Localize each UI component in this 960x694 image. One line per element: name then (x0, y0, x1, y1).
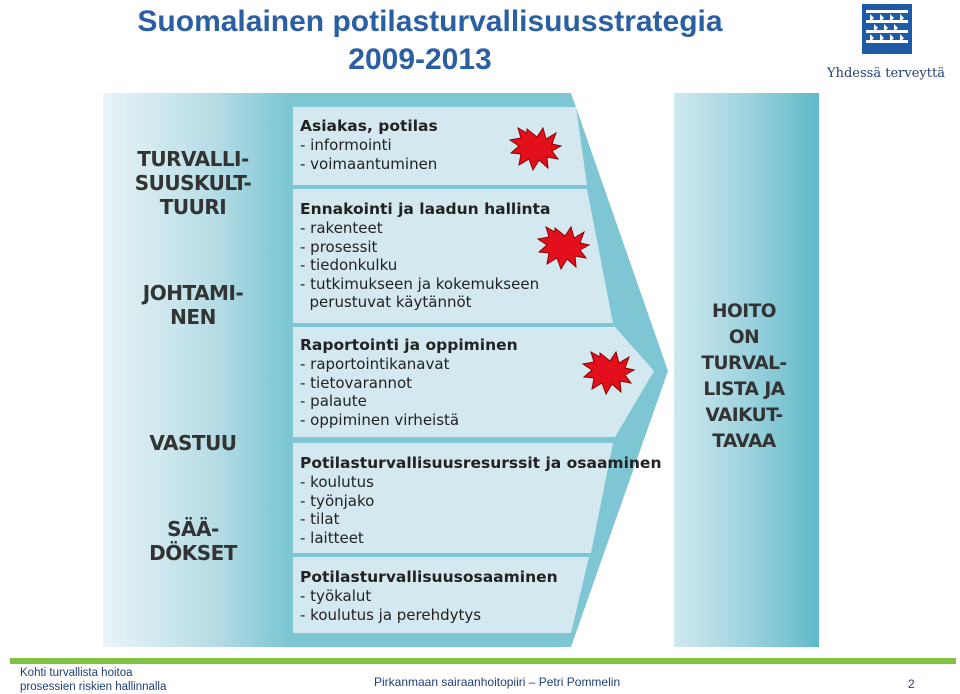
right-label-hoito: HOITO ON TURVAL- LISTA JA VAIKUT- TAVAA (701, 301, 787, 452)
footer-left (20, 666, 166, 694)
list-item: - oppiminen virheistä (300, 410, 460, 429)
box-ennakointi (300, 199, 550, 312)
list-item: - koulutus ja perehdytys (300, 605, 482, 624)
list-item: - informointi (300, 136, 392, 154)
list-item: perustuvat käytännöt (300, 293, 472, 311)
list-item: - työkalut (300, 587, 372, 605)
page-subtitle-years: 2009-2013 (348, 43, 492, 76)
list-item: - tiedonkulku (300, 256, 398, 274)
box-raportointi (300, 335, 518, 429)
box-title: Potilasturvallisuusosaaminen (300, 568, 558, 586)
box-asiakas-potilas (300, 116, 438, 173)
left-label-turvallisuuskulttuuri: TURVALLI- SUUSKULT- TUURI (134, 147, 252, 219)
page-title: Suomalainen potilasturvallisuusstrategia (137, 5, 723, 38)
left-label-saadokset: SÄÄ- DÖKSET (149, 517, 237, 565)
list-item: - rakenteet (300, 219, 383, 237)
box-title: Asiakas, potilas (300, 117, 438, 135)
box-title: Potilasturvallisuusresurssit ja osaaminen (300, 454, 662, 472)
footer-divider (10, 658, 956, 664)
list-item: - tutkimukseen ja kokemukseen (300, 274, 540, 293)
box-title: Ennakointi ja laadun hallinta (300, 200, 551, 218)
list-item: - tietovarannot (300, 373, 413, 392)
left-label-johtaminen: JOHTAMI- NEN (142, 281, 244, 329)
list-item: - palaute (300, 392, 367, 410)
list-item: - työnjako (300, 491, 375, 510)
box-osaaminen (300, 567, 558, 624)
list-item: - prosessit (300, 237, 378, 256)
box-title: Raportointi ja oppiminen (300, 336, 518, 354)
list-item: - koulutus (300, 473, 374, 491)
list-item: - voimaantuminen (300, 154, 438, 173)
page-number: 2 (908, 677, 915, 691)
left-label-vastuu: VASTUU (149, 431, 237, 455)
box-resurssit (300, 453, 661, 547)
list-item: - laitteet (300, 528, 364, 547)
strategy-diagram (103, 93, 819, 647)
list-item: - tilat (300, 510, 340, 528)
footer-left-line1: Kohti turvallista hoitoa (20, 667, 133, 679)
footer-left-line2: prosessien riskien hallinnalla (20, 681, 167, 693)
list-item: - raportointikanavat (300, 355, 450, 373)
logo-text: Yhdessä terveyttä (827, 66, 945, 81)
footer-organization: Pirkanmaan sairaanhoitopiiri – Petri Pommelin (374, 675, 621, 689)
